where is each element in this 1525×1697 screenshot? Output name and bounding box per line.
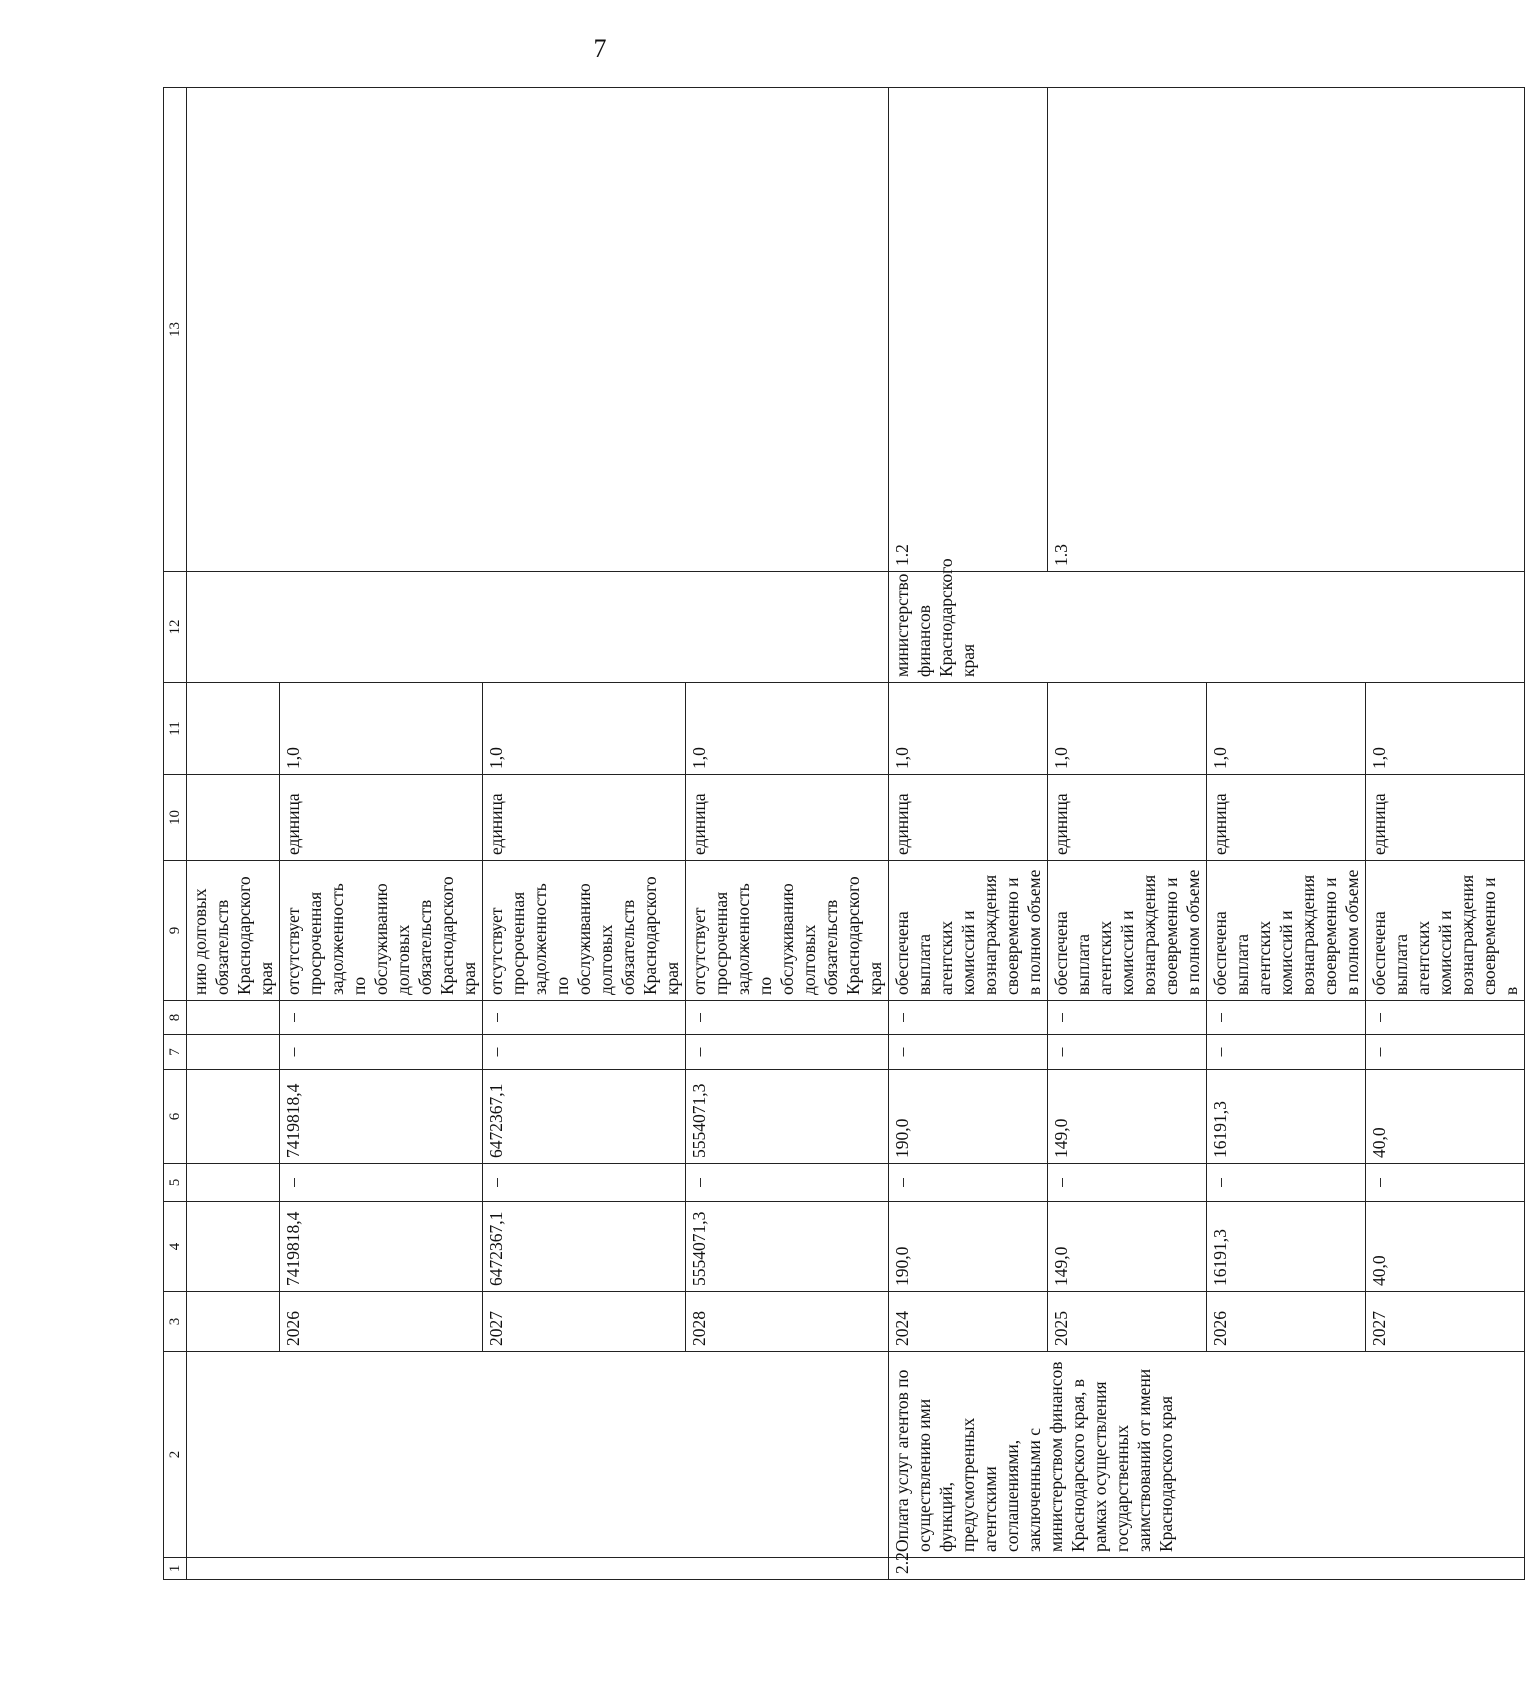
year-cell: 2027 [483, 1292, 686, 1352]
amount-federal: – [1366, 1164, 1525, 1202]
col-num: 11 [164, 683, 187, 775]
unit-cell: единица [686, 775, 889, 861]
amount-regional: 149,0 [1048, 1070, 1207, 1164]
year-cell: 2028 [686, 1292, 889, 1352]
amount-other: – [1048, 1001, 1207, 1035]
result-text: отсутствует просроченная задолженность по обслуживанию долговых обязательств Краснодарского края [686, 861, 889, 1001]
result-text: обеспечена выплата агентских комиссий и вознаграждения своевременно и в полном объеме [1207, 861, 1366, 1001]
col-num: 5 [164, 1164, 187, 1202]
amount-total: 7419818,4 [280, 1202, 483, 1292]
amount-regional: 40,0 [1366, 1070, 1525, 1164]
year-cell: 2025 [1048, 1292, 1207, 1352]
continuation-row [187, 88, 280, 1580]
col-num: 2 [164, 1352, 187, 1558]
item-number: 2.2 [889, 1558, 1525, 1580]
amount-local: – [1207, 1035, 1366, 1070]
col-num: 10 [164, 775, 187, 861]
cell-empty [187, 1164, 280, 1202]
year-cell: 2027 [1366, 1292, 1525, 1352]
executor-cell: министерство финансов Краснодарского края [889, 572, 1525, 683]
column-number-row [164, 88, 187, 1580]
value-cell: 1,0 [280, 683, 483, 775]
value-cell: 1,0 [1048, 683, 1207, 775]
value-cell: 1,0 [686, 683, 889, 775]
cell-empty [187, 683, 280, 775]
continuation-text: нию долговых обязательств Краснодарского края [187, 861, 280, 1001]
col-num: 13 [164, 88, 187, 572]
table-row [889, 88, 1048, 1580]
year-cell: 2026 [1207, 1292, 1366, 1352]
result-text: обеспечена выплата агентских комиссий и вознаграждения своевременно и в [1366, 861, 1525, 1001]
unit-cell: единица [483, 775, 686, 861]
page-number: 7 [593, 34, 607, 63]
unit-cell: единица [280, 775, 483, 861]
amount-federal: – [686, 1164, 889, 1202]
rotated-table-container [163, 88, 1521, 1580]
amount-other: – [889, 1001, 1048, 1035]
unit-cell: единица [889, 775, 1048, 861]
unit-cell: единица [1207, 775, 1366, 861]
amount-regional: 7419818,4 [280, 1070, 483, 1164]
col-num: 9 [164, 861, 187, 1001]
amount-regional: 5554071,3 [686, 1070, 889, 1164]
col-num: 4 [164, 1202, 187, 1292]
amount-federal: – [280, 1164, 483, 1202]
link-cell: 1.2 [889, 88, 1048, 572]
cell-col13-empty [187, 88, 889, 572]
amount-regional: 6472367,1 [483, 1070, 686, 1164]
value-cell: 1,0 [483, 683, 686, 775]
amount-total: 190,0 [889, 1202, 1048, 1292]
amount-federal: – [483, 1164, 686, 1202]
year-cell: 2024 [889, 1292, 1048, 1352]
result-text: отсутствует просроченная задолженность по обслуживанию долговых обязательств Краснодарского края [483, 861, 686, 1001]
amount-other: – [280, 1001, 483, 1035]
amount-total: 5554071,3 [686, 1202, 889, 1292]
value-cell: 1,0 [1207, 683, 1366, 775]
link-cell: 1.3 [1048, 88, 1525, 572]
col-num: 8 [164, 1001, 187, 1035]
cell-empty [187, 775, 280, 861]
amount-regional: 190,0 [889, 1070, 1048, 1164]
col-num: 3 [164, 1292, 187, 1352]
amount-total: 16191,3 [1207, 1202, 1366, 1292]
amount-local: – [280, 1035, 483, 1070]
value-cell: 1,0 [889, 683, 1048, 775]
unit-cell: единица [1366, 775, 1525, 861]
program-table [163, 87, 1525, 1580]
cell-num-empty [187, 1558, 889, 1580]
cell-empty [187, 1202, 280, 1292]
result-text: отсутствует просроченная задолженность по обслуживанию долговых обязательств Краснодарского края [280, 861, 483, 1001]
unit-cell: единица [1048, 775, 1207, 861]
cell-executor-empty [187, 572, 889, 683]
amount-total: 6472367,1 [483, 1202, 686, 1292]
amount-local: – [483, 1035, 686, 1070]
value-cell: 1,0 [1366, 683, 1525, 775]
year-cell: 2026 [280, 1292, 483, 1352]
cell-empty [187, 1070, 280, 1164]
amount-other: – [1366, 1001, 1525, 1035]
amount-local: – [1366, 1035, 1525, 1070]
cell-empty [187, 1035, 280, 1070]
result-text: обеспечена выплата агентских комиссий и вознаграждения своевременно и в полном объеме [889, 861, 1048, 1001]
amount-other: – [483, 1001, 686, 1035]
amount-federal: – [1207, 1164, 1366, 1202]
amount-total: 149,0 [1048, 1202, 1207, 1292]
item-name: Оплата услуг агентов по осуществлению ими функций, предусмотренных агентскими соглашениями, заключенными с министерством финансов Краснодарского края, в рамках осуществления государственных заимствований от имени Краснодарского края [889, 1352, 1525, 1558]
col-num: 1 [164, 1558, 187, 1580]
cell-empty [187, 1292, 280, 1352]
col-num: 7 [164, 1035, 187, 1070]
amount-other: – [1207, 1001, 1366, 1035]
amount-local: – [889, 1035, 1048, 1070]
amount-local: – [1048, 1035, 1207, 1070]
cell-name-empty [187, 1352, 889, 1558]
amount-regional: 16191,3 [1207, 1070, 1366, 1164]
col-num: 12 [164, 572, 187, 683]
amount-local: – [686, 1035, 889, 1070]
result-text: обеспечена выплата агентских комиссий и вознаграждения своевременно и в полном объеме [1048, 861, 1207, 1001]
amount-other: – [686, 1001, 889, 1035]
amount-federal: – [1048, 1164, 1207, 1202]
col-num: 6 [164, 1070, 187, 1164]
cell-empty [187, 1001, 280, 1035]
amount-total: 40,0 [1366, 1202, 1525, 1292]
amount-federal: – [889, 1164, 1048, 1202]
